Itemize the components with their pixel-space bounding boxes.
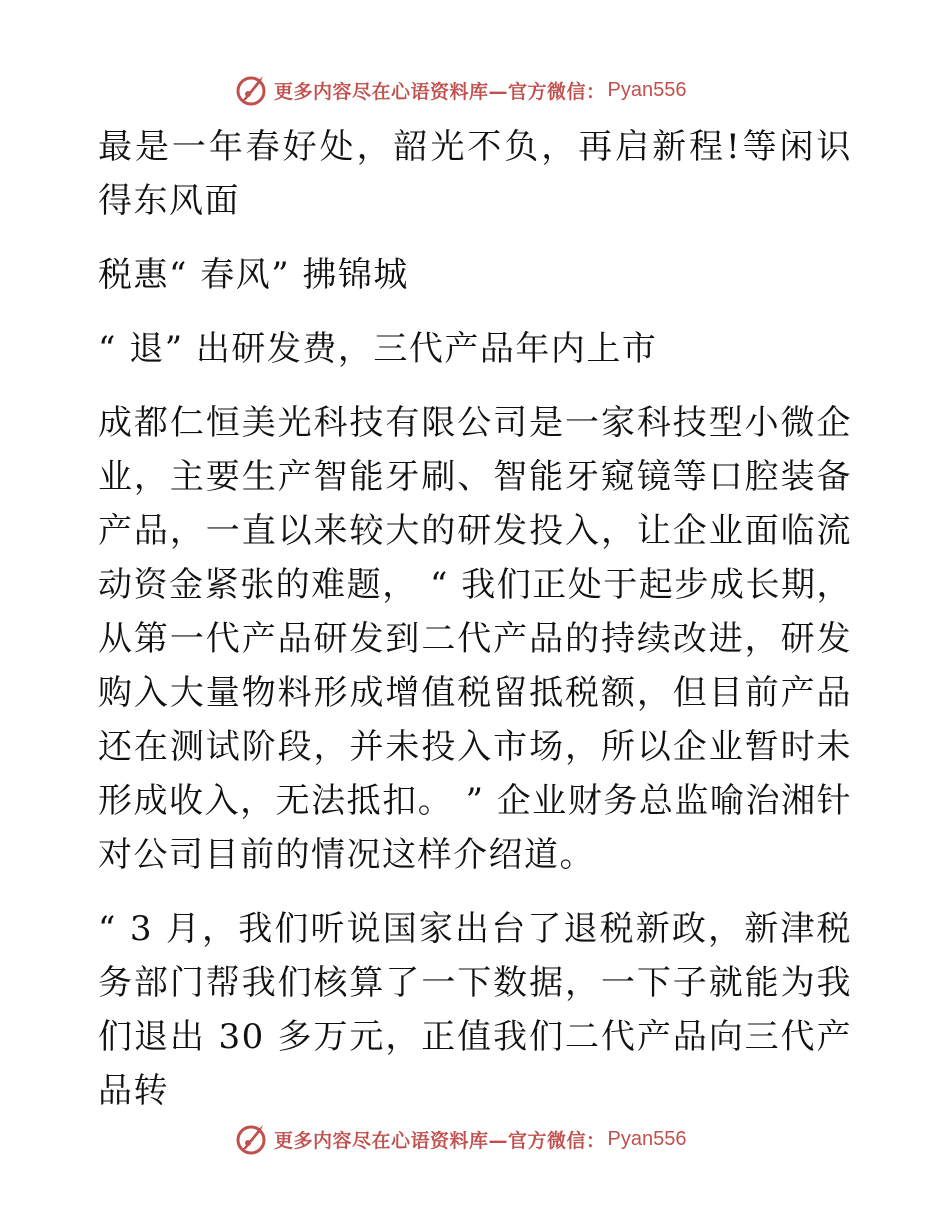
paragraph-body-refund: “ 3 月，我们听说国家出台了退税新政，新津税务部门帮我们核算了一下数据，一下子就能为我们退出 30 多万元，正值我们二代产品向三代产品转 bbox=[98, 909, 852, 1111]
banner-text: 更多内容尽在心语资料库—官方微信： bbox=[274, 80, 606, 103]
brand-logo-icon bbox=[236, 1122, 268, 1156]
paragraph-intro-title: 最是一年春好处，韶光不负，再启新程!等闲识得东风面 bbox=[98, 127, 852, 221]
paragraph-section-title: 税惠“ 春风” 拂锦城 bbox=[98, 255, 409, 295]
header-watermark-banner bbox=[236, 72, 686, 108]
banner-wechat-id: Pyan556 bbox=[607, 1127, 687, 1150]
paragraph-body-company: 成都仁恒美光科技有限公司是一家科技型小微企业，主要生产智能牙刷、智能牙窥镜等口腔装备产品，一直以来较大的研发投入，让企业面临流动资金紧张的难题， “ 我们正处于起步成长期，从第一代产品研发到二代产品的持续改进，研发购入大量物料形成增值税留抵税额，但目前产品还在测试阶段，并未投入市场，所以企业暂时未形成收入，无法抵扣。 ” 企业财务总监喻治湘针对公司目前的情况这样介绍道。 bbox=[98, 403, 852, 875]
document-body bbox=[98, 120, 852, 1138]
banner-wechat-id: Pyan556 bbox=[607, 78, 687, 101]
banner-text: 更多内容尽在心语资料库—官方微信： bbox=[274, 1129, 606, 1152]
brand-logo-icon bbox=[236, 73, 268, 107]
paragraph-subtitle: “ 退” 出研发费，三代产品年内上市 bbox=[98, 329, 658, 369]
footer-watermark-banner bbox=[236, 1121, 686, 1157]
